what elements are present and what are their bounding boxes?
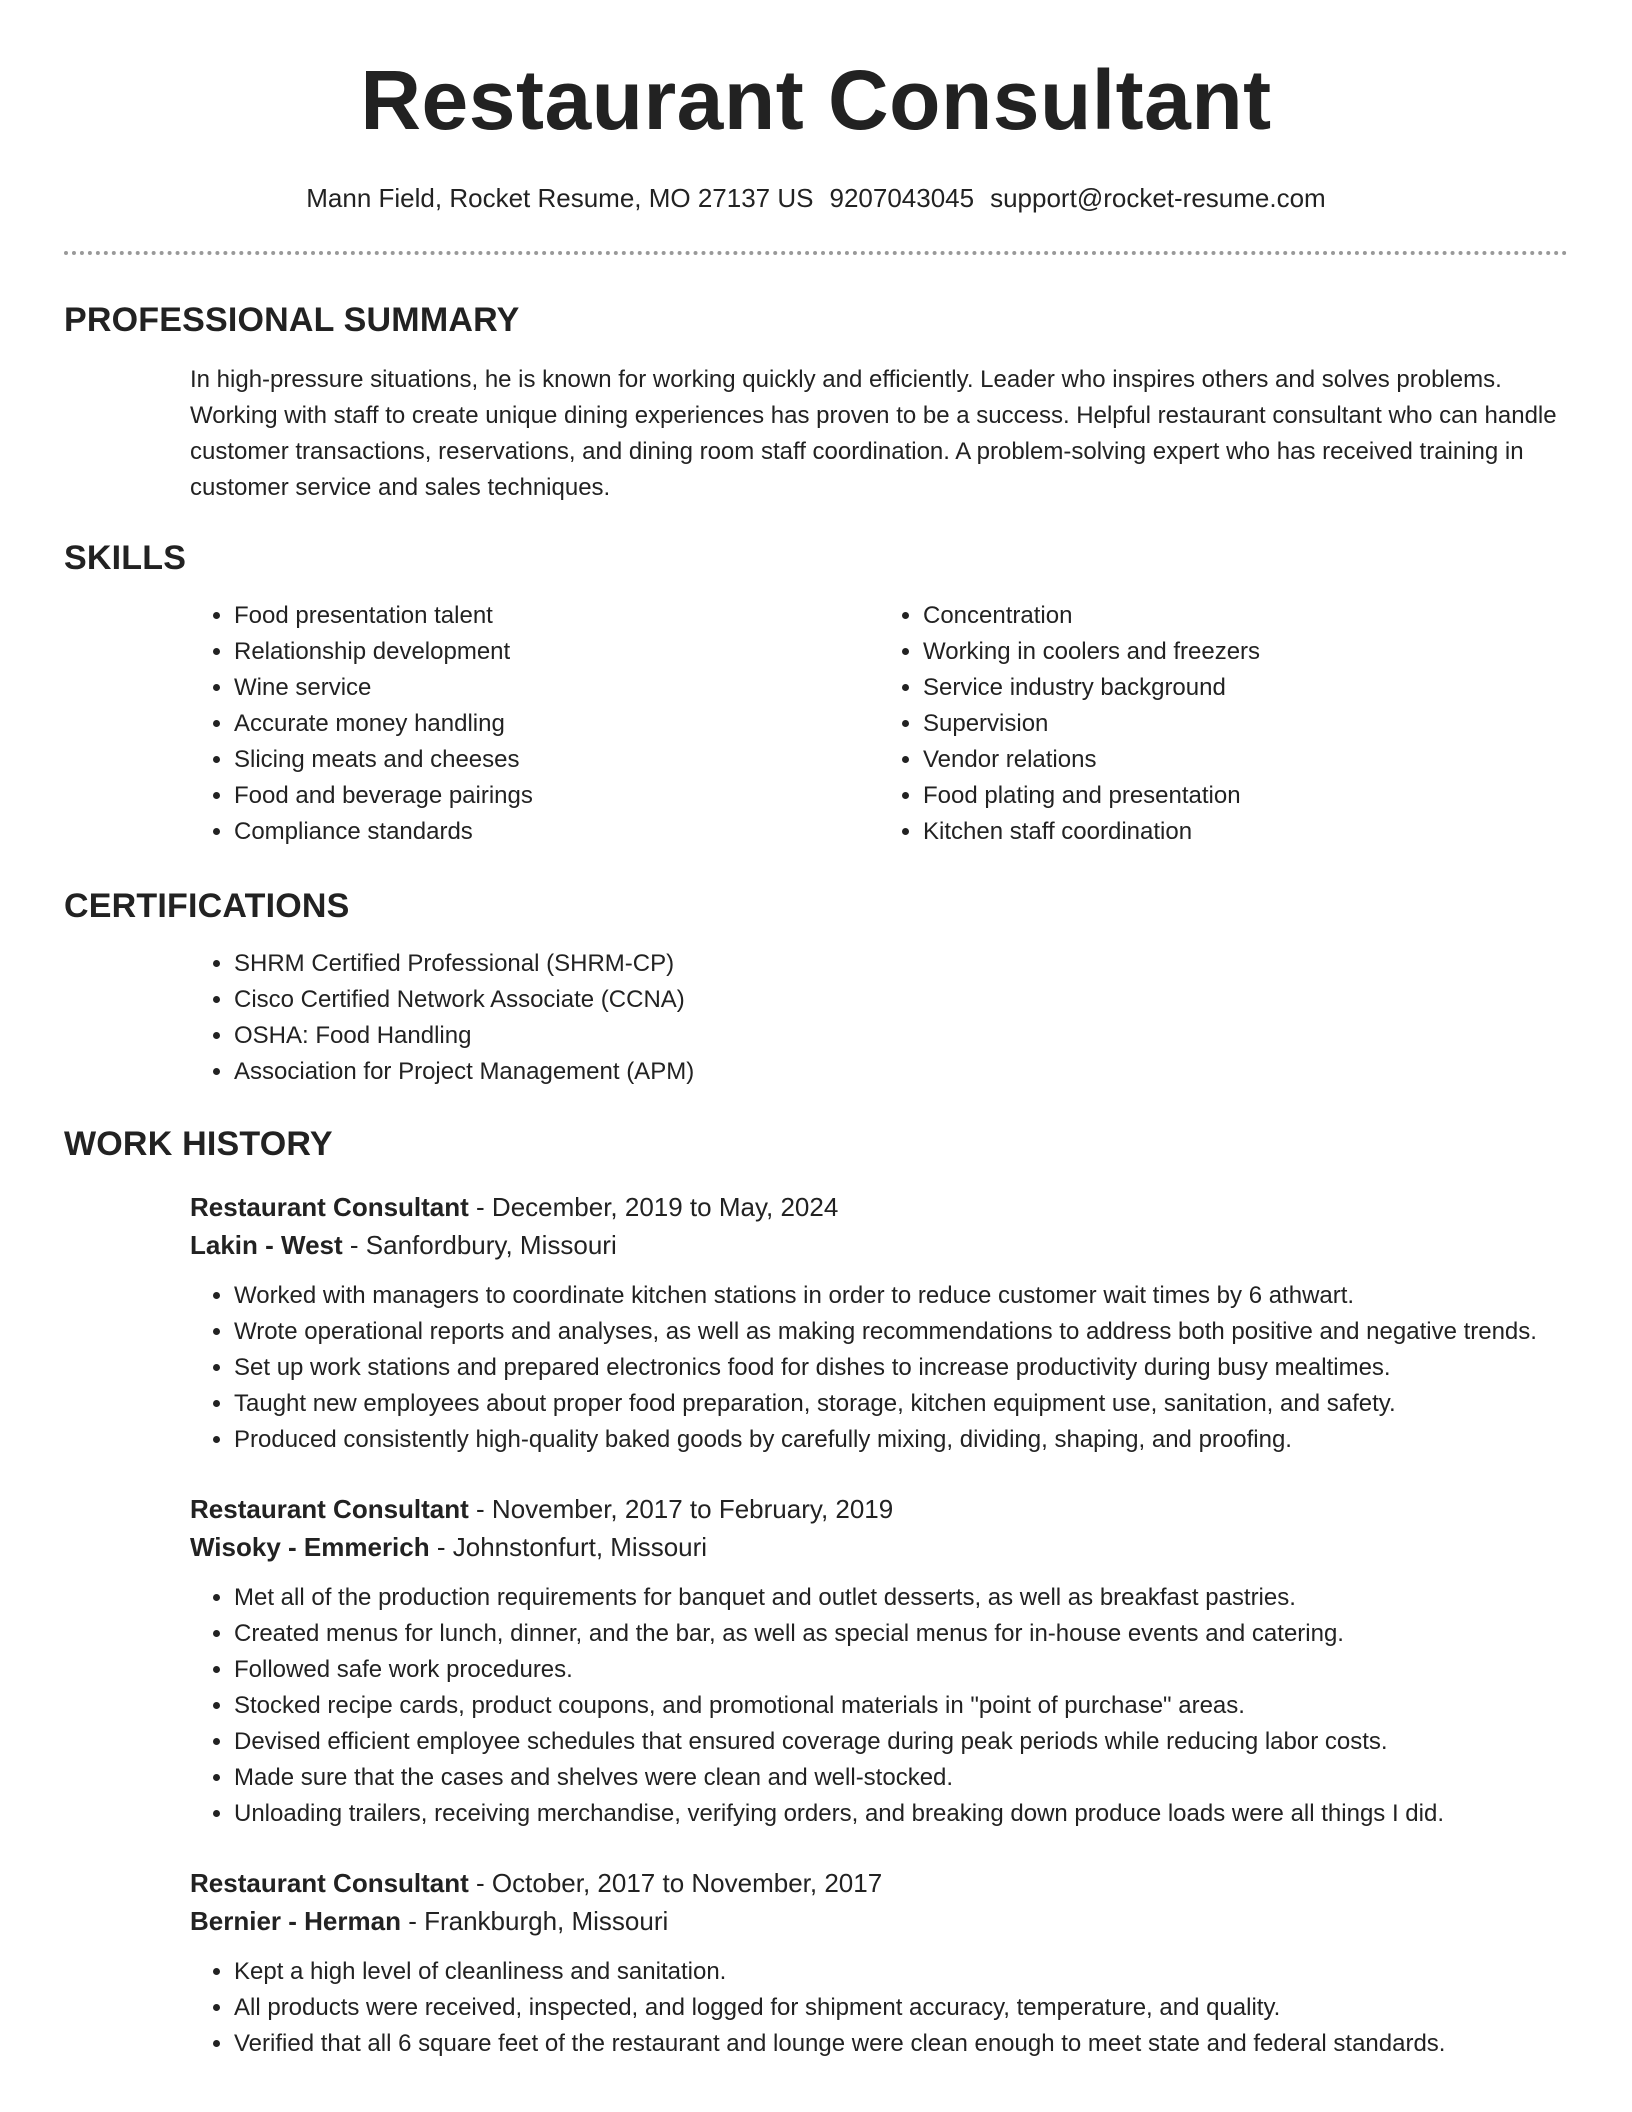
certification-item: • Cisco Certified Network Associate (CCNA): [234, 982, 1568, 1018]
job-dates: - December, 2019 to May, 2024: [468, 1192, 839, 1222]
job-bullet: • Met all of the production requirements for banquet and outlet desserts, as well as breakfast pastries.: [234, 1580, 1568, 1616]
resume-title: Restaurant Consultant: [360, 53, 1272, 147]
contact-address: Mann Field, Rocket Resume, MO 27137 US: [306, 183, 814, 213]
certifications-block: [190, 946, 1568, 1090]
certification-item: • OSHA: Food Handling: [234, 1018, 1568, 1054]
skill-item: • Concentration: [923, 598, 1568, 634]
job-entry: [190, 1188, 1568, 1458]
skill-item: • Compliance standards: [234, 814, 879, 850]
contact-phone: 9207043045: [829, 183, 975, 213]
job-location: - Sanfordbury, Missouri: [342, 1230, 617, 1260]
contact-email[interactable]: support@rocket-resume.com: [990, 183, 1326, 213]
job-bullet: • Wrote operational reports and analyses, as well as making recommendations to address both positive and negative trends.: [234, 1314, 1568, 1350]
job-company: Bernier - Herman: [190, 1906, 401, 1936]
job-dates: - October, 2017 to November, 2017: [468, 1868, 883, 1898]
job-company-line: [190, 1528, 1568, 1566]
header-divider: [64, 251, 1568, 255]
summary-heading: PROFESSIONAL SUMMARY: [64, 301, 520, 339]
skill-item: • Slicing meats and cheeses: [234, 742, 879, 778]
skill-item: • Relationship development: [234, 634, 879, 670]
job-bullet: • Worked with managers to coordinate kitchen stations in order to reduce customer wait times by 6 athwart.: [234, 1278, 1568, 1314]
certifications-heading: CERTIFICATIONS: [64, 887, 350, 925]
certification-item: • Association for Project Management (APM): [234, 1054, 1568, 1090]
skill-item: • Wine service: [234, 670, 879, 706]
job-company-line: [190, 1902, 1568, 1940]
job-bullet: • All products were received, inspected, and logged for shipment accuracy, temperature, and quality.: [234, 1990, 1568, 2026]
skills-list-left: [190, 598, 879, 850]
skill-item: • Working in coolers and freezers: [923, 634, 1568, 670]
job-company: Wisoky - Emmerich: [190, 1532, 430, 1562]
job-bullet: • Kept a high level of cleanliness and sanitation.: [234, 1954, 1568, 1990]
job-location: - Frankburgh, Missouri: [400, 1906, 669, 1936]
job-bullet: • Taught new employees about proper food preparation, storage, kitchen equipment use, sanitation, and safety.: [234, 1386, 1568, 1422]
skill-item: • Food and beverage pairings: [234, 778, 879, 814]
job-bullet: • Set up work stations and prepared electronics food for dishes to increase productivity during busy mealtimes.: [234, 1350, 1568, 1386]
certifications-list: [190, 946, 1568, 1090]
job-entry: [190, 1490, 1568, 1832]
skill-item: • Kitchen staff coordination: [923, 814, 1568, 850]
work-history-section: [64, 1124, 1568, 2062]
job-bullet: • Stocked recipe cards, product coupons, and promotional materials in "point of purchase" areas.: [234, 1688, 1568, 1724]
summary-text: In high-pressure situations, he is known for working quickly and efficiently. Leader who inspires others and solves problems. Working with staff to create unique dining experiences has proven to be a success. Helpful restaurant consultant who can handle customer transactions, reservations, and dining room staff coordination. A problem-solving expert who has received training in customer service and sales techniques.: [190, 366, 1557, 501]
job-bullets: [190, 1954, 1568, 2062]
skill-item: • Supervision: [923, 706, 1568, 742]
job-entry: [190, 1864, 1568, 2062]
job-company-line: [190, 1226, 1568, 1264]
job-bullet: • Produced consistently high-quality baked goods by carefully mixing, dividing, shaping, and proofing.: [234, 1422, 1568, 1458]
job-bullets: [190, 1278, 1568, 1458]
skills-section: [64, 538, 1568, 850]
skills-grid: [190, 598, 1568, 850]
job-title: Restaurant Consultant: [190, 1868, 469, 1898]
contact-line: [0, 180, 1632, 216]
job-title-line: [190, 1188, 1568, 1226]
job-bullet: • Unloading trailers, receiving merchandise, verifying orders, and breaking down produce loads were all things I did.: [234, 1796, 1568, 1832]
job-title: Restaurant Consultant: [190, 1192, 469, 1222]
work-history-heading: WORK HISTORY: [64, 1125, 333, 1163]
job-dates: - November, 2017 to February, 2019: [468, 1494, 894, 1524]
job-bullet: • Created menus for lunch, dinner, and the bar, as well as special menus for in-house events and catering.: [234, 1616, 1568, 1652]
job-bullet: • Devised efficient employee schedules that ensured coverage during peak periods while reducing labor costs.: [234, 1724, 1568, 1760]
job-title-line: [190, 1490, 1568, 1528]
jobs-block: [190, 1188, 1568, 2062]
skill-item: • Accurate money handling: [234, 706, 879, 742]
certifications-section: [64, 886, 1568, 1090]
job-bullet: • Followed safe work procedures.: [234, 1652, 1568, 1688]
job-location: - Johnstonfurt, Missouri: [429, 1532, 708, 1562]
certification-item: • SHRM Certified Professional (SHRM-CP): [234, 946, 1568, 982]
job-title-line: [190, 1864, 1568, 1902]
skill-item: • Service industry background: [923, 670, 1568, 706]
skills-list-right: [879, 598, 1568, 850]
job-bullet: • Made sure that the cases and shelves were clean and well-stocked.: [234, 1760, 1568, 1796]
job-bullets: [190, 1580, 1568, 1832]
skill-item: • Vendor relations: [923, 742, 1568, 778]
job-bullet: • Verified that all 6 square feet of the restaurant and lounge were clean enough to meet state and federal standards.: [234, 2026, 1568, 2062]
skill-item: • Food presentation talent: [234, 598, 879, 634]
job-company: Lakin - West: [190, 1230, 343, 1260]
skill-item: • Food plating and presentation: [923, 778, 1568, 814]
summary-section: [64, 300, 1568, 506]
skills-heading: SKILLS: [64, 539, 187, 577]
job-title: Restaurant Consultant: [190, 1494, 469, 1524]
